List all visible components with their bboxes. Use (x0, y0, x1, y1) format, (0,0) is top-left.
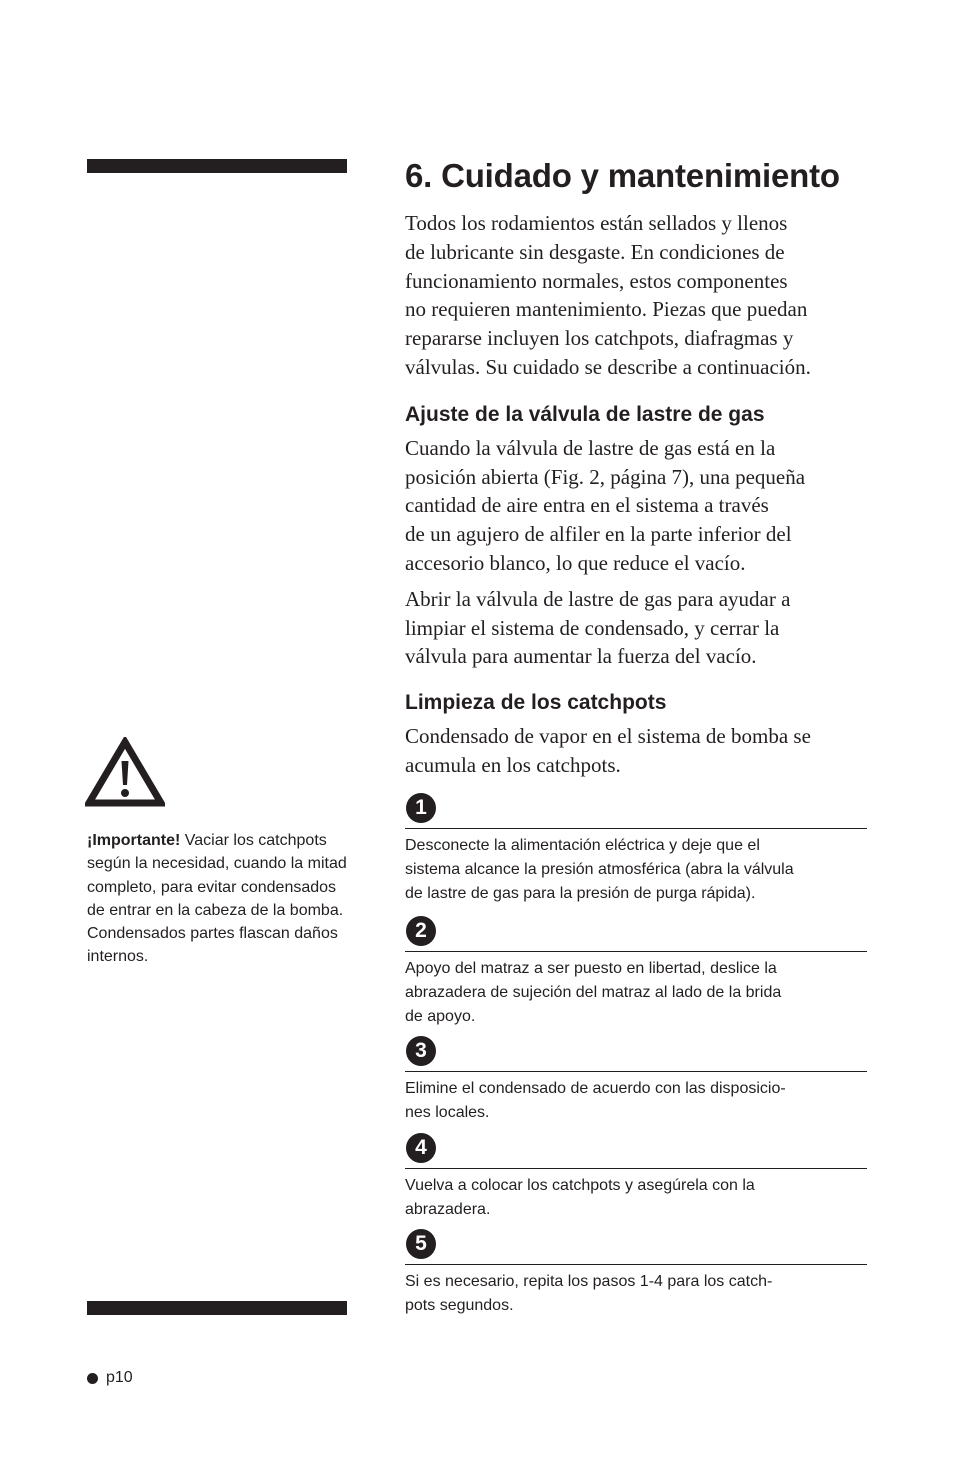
page-footer (87, 1367, 133, 1389)
step-text-5: Si es necesario, repita los pasos 1-4 para los catch- pots segundos. (405, 1273, 773, 1314)
step-text-4: Vuelva a colocar los catchpots y asegúrela con la abrazadera. (405, 1177, 755, 1218)
step-number-1: 1 (406, 793, 436, 823)
step-divider (405, 951, 867, 952)
page-title: 6. Cuidado y mantenimiento (405, 157, 840, 194)
important-text: Vaciar los catchpots según la necesidad, cuando la mitad completo, para evitar condensados de entrar en la cabeza de la bomba. Condensados partes flascan daños internos. (87, 832, 347, 966)
step-3 (405, 1036, 867, 1125)
step-divider (405, 828, 867, 829)
step-5 (405, 1229, 867, 1318)
step-2 (405, 916, 867, 1029)
gas-ballast-paragraph-1: Cuando la válvula de lastre de gas está en la posición abierta (Fig. 2, página 7), una pequeña cantidad de aire entra en el sistema a través de un agujero de alfiler en la parte inferior del accesorio blanco, lo que reduce el vacío. (405, 435, 806, 575)
gas-ballast-paragraph-2: Abrir la válvula de lastre de gas para ayudar a limpiar el sistema de condensado, y cerrar la válvula para aumentar la fuerza del vacío. (405, 586, 791, 669)
step-divider (405, 1264, 867, 1265)
important-note (87, 829, 349, 969)
step-divider (405, 1071, 867, 1072)
warning-triangle-icon (85, 737, 165, 807)
bottom-divider-bar (87, 1301, 347, 1315)
step-number-3: 3 (406, 1036, 436, 1066)
section-heading-catchpots: Limpieza de los catchpots (405, 691, 667, 715)
step-1 (405, 793, 867, 906)
main-content (405, 154, 875, 780)
step-text-1: Desconecte la alimentación eléctrica y deje que el sistema alcance la presión atmosférica (abra la válvula de lastre de gas para la presión de purga rápida). (405, 837, 794, 902)
step-text-2: Apoyo del matraz a ser puesto en libertad, deslice la abrazadera de sujeción del matraz al lado de la brida de apoyo. (405, 960, 782, 1025)
section-heading-gas-ballast: Ajuste de la válvula de lastre de gas (405, 402, 765, 426)
step-number-2: 2 (406, 916, 436, 946)
page-number: p10 (106, 1369, 133, 1386)
important-label: ¡Importante! (87, 832, 181, 849)
bullet-dot-icon (87, 1373, 98, 1384)
step-4 (405, 1133, 867, 1222)
step-divider (405, 1168, 867, 1169)
step-number-4: 4 (406, 1133, 436, 1163)
step-number-5: 5 (406, 1229, 436, 1259)
top-divider-bar (87, 159, 347, 173)
catchpots-paragraph: Condensado de vapor en el sistema de bomba se acumula en los catchpots. (405, 724, 811, 777)
intro-paragraph: Todos los rodamientos están sellados y llenos de lubricante sin desgaste. En condiciones de funcionamiento normales, estos componentes no requieren mantenimiento. Piezas que puedan repararse incluyen los catchpots, diafragmas y válvulas. Su cuidado se describe a continuación. (405, 211, 811, 379)
step-text-3: Elimine el condensado de acuerdo con las disposicio- nes locales. (405, 1080, 786, 1121)
